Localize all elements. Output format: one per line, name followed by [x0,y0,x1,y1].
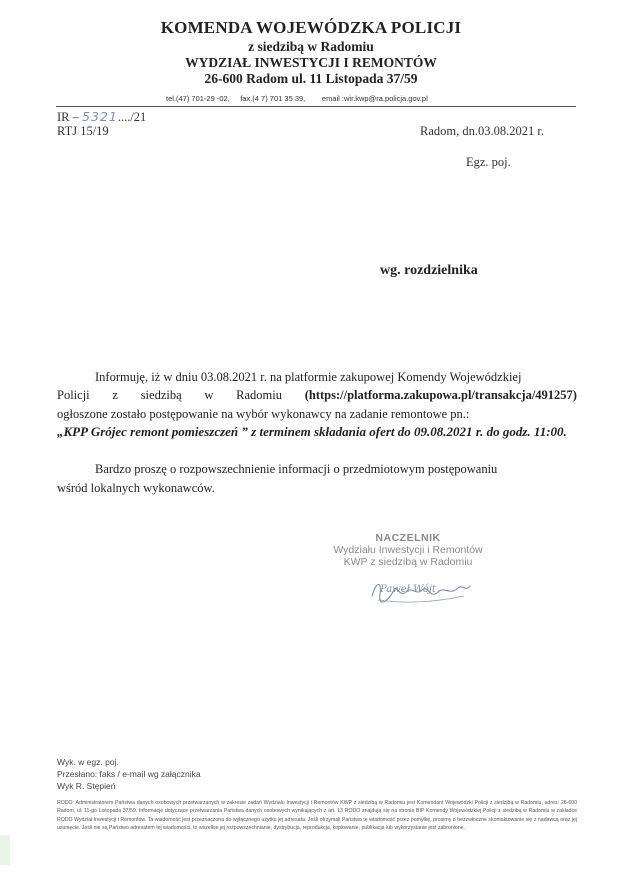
paragraph-3-line-2: wśród lokalnych wykonawców. [57,481,215,495]
footer-copies: Wyk. w egz. poj. [57,757,119,767]
official-stamp [318,532,498,568]
stamp-line-2: KWP z siedzibą w Radomiu [343,556,473,568]
header-institution: KOMENDA WOJEWÓDZKA POLICJI [160,18,462,37]
tender-title: „KPP Grójec remont pomieszczeń ” z terminem składania ofert do 09.08.2021 r. do godz. 11:00. [57,424,567,439]
paragraph-3-line-1: Bardzo proszę o rozpowszechnienie informacji o przedmiotowym postępowaniu [95,462,498,476]
word: z [112,388,118,402]
header-department: WYDZIAŁ INWESTYCJI I REMONTÓW [185,55,437,70]
word: siedzibą [140,388,182,402]
paragraph-1-line-1: Informuję, iż w dniu 03.08.2021 r. na platformie zakupowej Komendy Wojewódzkiej [95,370,522,384]
word: w [204,388,214,402]
handwritten-signature [366,572,476,608]
word: Radomiu [236,388,282,402]
copies-note: Egz. poj. [466,155,511,169]
tender-link[interactable]: (https://platforma.zakupowa.pl/transakcja/491257) [304,388,577,402]
header-contact: tel.(47) 701-29 -02, fax.(4 7) 701 35 39, email :wir.kwp@ra.policja.gov.pl [166,94,428,103]
reference-code: RTJ 15/19 [57,124,109,138]
place-date: Radom, dn.03.08.2021 r. [420,124,544,138]
stamp-line-1: Wydziału Inwestycji i Remontów [333,544,483,556]
paragraph-1-line-2 [57,386,577,404]
reference-handwritten-number: 5321 [82,109,118,124]
signature-text: Paweł Wójt [380,584,436,595]
footer-prepared-by: Wyk R. Stępień [57,781,116,791]
reference-suffix: ..../21 [117,110,147,124]
stamp-title: NACZELNIK [375,532,441,544]
addressee: wg. rozdzielnika [380,263,478,278]
footer-sent-via: Przesłano: faks / e-mail wg załącznika [57,769,201,779]
word: Policji [57,388,90,402]
header-address: 26-600 Radom ul. 11 Listopada 37/59 [204,71,418,86]
reference-prefix: IR – [57,110,82,124]
scan-edge-mark [0,835,10,865]
paragraph-1-line-3: ogłoszone zostało postępowanie na wybór wykonawcy na zadanie remontowe pn.: [57,407,470,421]
header-divider [56,106,576,107]
reference-number [57,109,146,125]
header-seat: z siedzibą w Radomiu [248,39,374,54]
gdpr-notice: RODO: Administratorem Państwa danych osobowych przetwarzanych w zakresie zadań Wydziału Inwestycji i Remontów KWP z siedzibą w Radomiu jest Komendant Wojewódzki Policji z siedzibą w Radomiu, adres: 26-600 Radom, ul. 11-go Listopada 37/59. Informacje dotyczące przetwarzania Państwa danych osobowych wynikających z art. 13 RODO znajdują się na stronie BIP Komendy Wojewódzkiej Policji z siedzibą w Radomiu w zakładce RODO Wydział Inwestycji i Remontów. Ta wiadomość jest przeznaczona do wyłącznego użytku jej adresata. Jeśli otrzymali Państwo tę wiadomość przez pomyłkę, prosimy o bezzwłoczne skontaktowanie się z nadawcą oraz jej usunięcie. Jeśli nie są Państwo adresatem tej wiadomości, to wszelkie jej rozpowszechnianie, dystrybucja, reprodukcja, kopiowanie, publikacja lub wykorzystanie jest zabronione. [57,800,577,832]
